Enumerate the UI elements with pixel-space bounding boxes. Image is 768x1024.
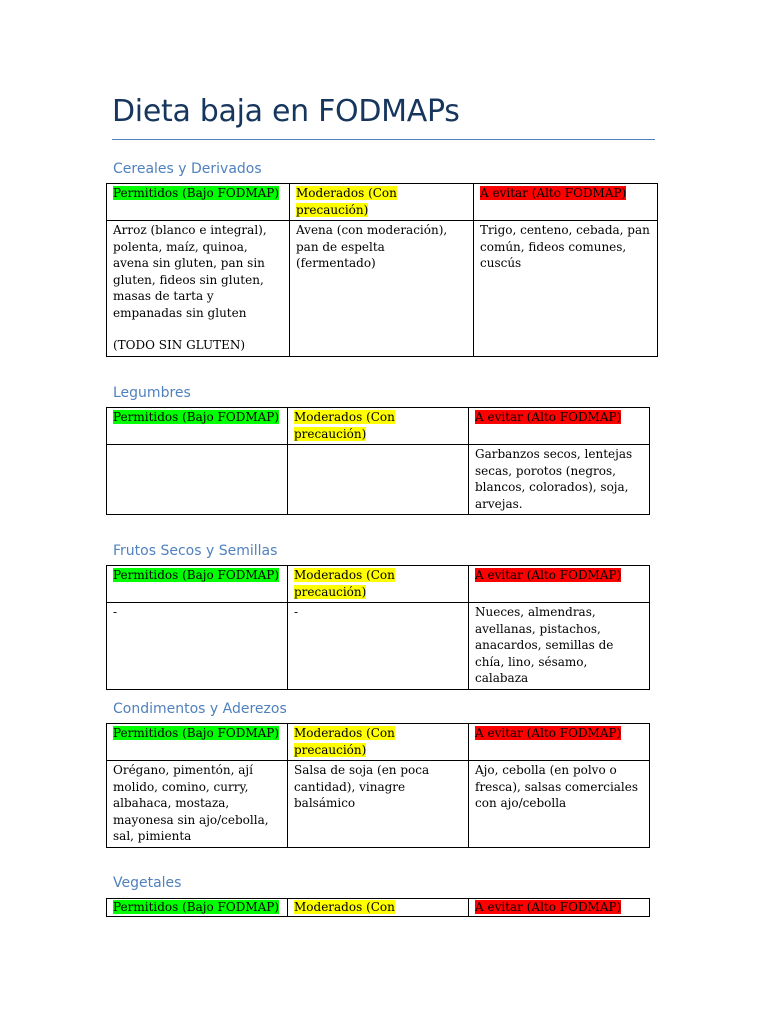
table-row xyxy=(107,761,650,848)
cell-moderate xyxy=(288,445,469,515)
header-cell-avoid xyxy=(469,408,650,445)
header-cell-moderate xyxy=(290,184,474,221)
table-header-row xyxy=(107,899,650,917)
table-header-row xyxy=(107,724,650,761)
header-avoid: A evitar (Alto FODMAP) xyxy=(480,186,627,200)
cell-moderate: Salsa de soja (en poca cantidad), vinagre balsámico xyxy=(288,761,469,848)
cell-avoid: Ajo, cebolla (en polvo o fresca), salsas comerciales con ajo/cebolla xyxy=(469,761,650,848)
header-cell-permitted xyxy=(107,899,288,917)
cell-permitted: Orégano, pimentón, ají molido, comino, curry, albahaca, mostaza, mayonesa sin ajo/cebolla, sal, pimienta xyxy=(107,761,288,848)
table-header-row xyxy=(107,408,650,445)
permitted-note: (TODO SIN GLUTEN) xyxy=(113,338,246,352)
table-header-row xyxy=(107,566,650,603)
header-cell-permitted xyxy=(107,566,288,603)
cell-avoid: Garbanzos secos, lentejas secas, porotos (negros, blancos, colorados), soja, arvejas. xyxy=(469,445,650,515)
header-avoid: A evitar (Alto FODMAP) xyxy=(475,900,622,914)
cell-permitted: - xyxy=(107,603,288,690)
header-moderate: Moderados (Con precaución) xyxy=(294,726,395,757)
table-row xyxy=(107,221,658,357)
table-condimentos xyxy=(106,723,650,848)
title-underline xyxy=(112,139,655,140)
section-heading-vegetales: Vegetales xyxy=(113,875,182,891)
cell-avoid: Trigo, centeno, cebada, pan común, fideos comunes, cuscús xyxy=(474,221,658,357)
section-heading-condimentos: Condimentos y Aderezos xyxy=(113,701,287,717)
header-permitted: Permitidos (Bajo FODMAP) xyxy=(113,568,280,582)
header-avoid: A evitar (Alto FODMAP) xyxy=(475,568,622,582)
header-cell-permitted xyxy=(107,408,288,445)
header-permitted: Permitidos (Bajo FODMAP) xyxy=(113,900,280,914)
header-cell-permitted xyxy=(107,184,290,221)
header-cell-moderate xyxy=(288,899,469,917)
section-heading-cereales: Cereales y Derivados xyxy=(113,161,262,177)
header-moderate: Moderados (Con precaución) xyxy=(294,568,395,599)
cell-moderate: Avena (con moderación), pan de espelta (fermentado) xyxy=(290,221,474,357)
header-cell-moderate xyxy=(288,724,469,761)
header-cell-moderate xyxy=(288,408,469,445)
header-moderate: Moderados (Con precaución) xyxy=(296,186,397,217)
permitted-text: Arroz (blanco e integral), polenta, maíz, quinoa, avena sin gluten, pan sin gluten, fideos sin gluten, masas de tarta y empanadas sin gluten xyxy=(113,223,267,320)
table-legumbres xyxy=(106,407,650,515)
table-header-row xyxy=(107,184,658,221)
table-cereales xyxy=(106,183,658,357)
header-cell-avoid xyxy=(469,899,650,917)
header-avoid: A evitar (Alto FODMAP) xyxy=(475,726,622,740)
table-vegetales xyxy=(106,898,650,917)
header-moderate: Moderados (Con precaución) xyxy=(294,410,395,441)
section-heading-legumbres: Legumbres xyxy=(113,385,191,401)
header-cell-avoid xyxy=(469,724,650,761)
header-permitted: Permitidos (Bajo FODMAP) xyxy=(113,186,280,200)
header-moderate: Moderados (Con xyxy=(294,900,395,914)
table-row xyxy=(107,445,650,515)
header-avoid: A evitar (Alto FODMAP) xyxy=(475,410,622,424)
header-cell-avoid xyxy=(469,566,650,603)
cell-avoid: Nueces, almendras, avellanas, pistachos, anacardos, semillas de chía, lino, sésamo, calabaza xyxy=(469,603,650,690)
cell-moderate: - xyxy=(288,603,469,690)
header-permitted: Permitidos (Bajo FODMAP) xyxy=(113,410,280,424)
cell-permitted xyxy=(107,445,288,515)
section-heading-frutos-secos: Frutos Secos y Semillas xyxy=(113,543,278,559)
header-permitted: Permitidos (Bajo FODMAP) xyxy=(113,726,280,740)
header-cell-moderate xyxy=(288,566,469,603)
document-title: Dieta baja en FODMAPs xyxy=(112,94,460,129)
cell-permitted xyxy=(107,221,290,357)
header-cell-permitted xyxy=(107,724,288,761)
table-frutos-secos xyxy=(106,565,650,690)
header-cell-avoid xyxy=(474,184,658,221)
table-row xyxy=(107,603,650,690)
